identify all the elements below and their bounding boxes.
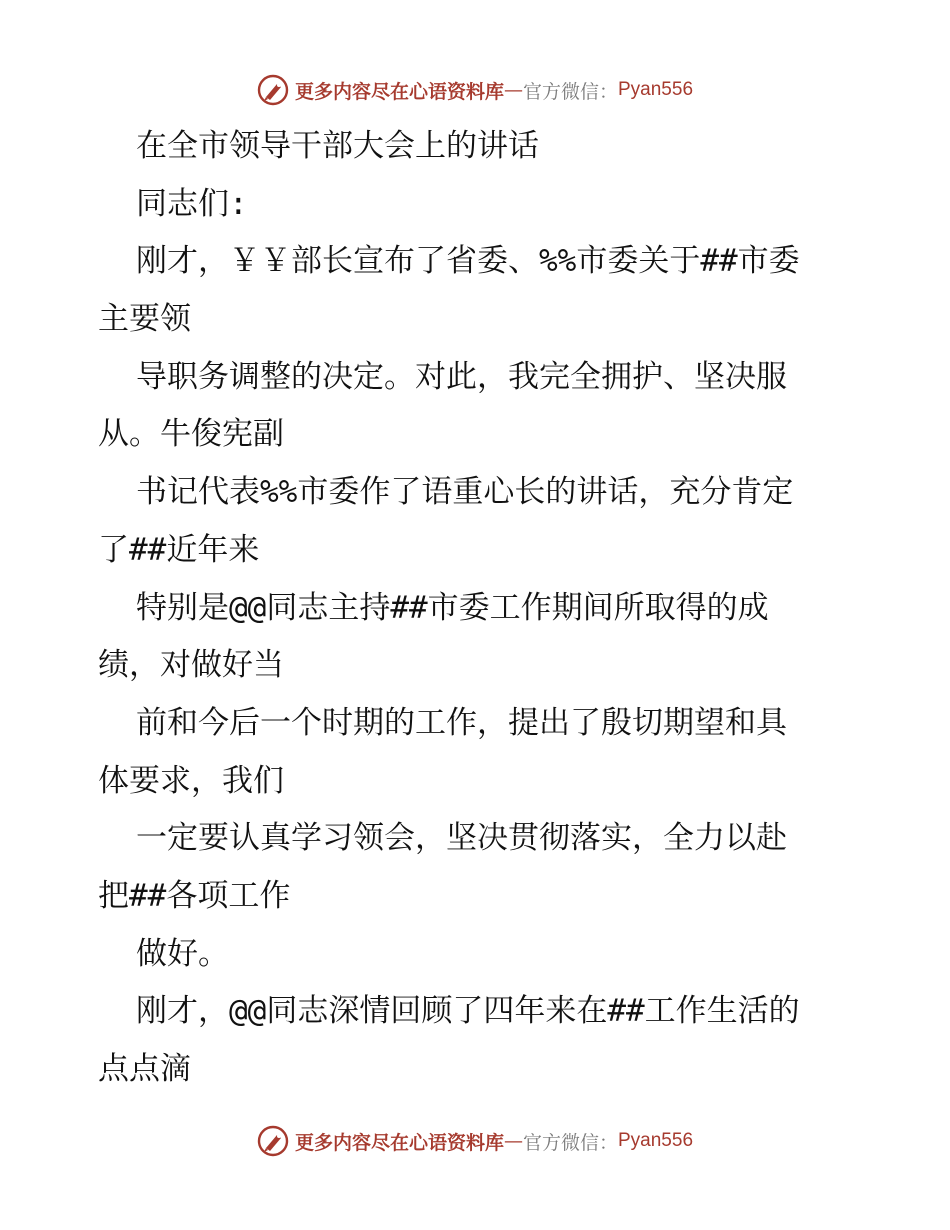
document-line: 导职务调整的决定。对此，我完全拥护、坚决服 bbox=[136, 358, 787, 395]
document-line: 刚才，￥￥部长宣布了省委、%%市委关于##市委 bbox=[136, 243, 800, 280]
header-site-text: 更多内容尽在心语资料库 bbox=[294, 80, 504, 103]
document-line: 前和今后一个时期的工作，提出了殷切期望和具 bbox=[136, 704, 787, 741]
document-line: 同志们: bbox=[136, 185, 248, 222]
document-line: 书记代表%%市委作了语重心长的讲话，充分肯定 bbox=[136, 474, 794, 511]
footer-wechat-id: Pyan556 bbox=[618, 1130, 694, 1151]
document-line: 主要领 bbox=[98, 301, 191, 338]
document-line: 刚才，@@同志深情回顾了四年来在##工作生活的 bbox=[136, 993, 800, 1030]
header-wechat-id: Pyan556 bbox=[618, 79, 694, 100]
document-line: 点点滴 bbox=[98, 1051, 191, 1087]
footer-separator: — bbox=[503, 1130, 523, 1152]
document-line: 体要求，我们 bbox=[98, 762, 284, 799]
header-separator: — bbox=[503, 79, 523, 101]
document-line: 了##近年来 bbox=[98, 531, 260, 568]
header-watermark-banner bbox=[0, 70, 950, 110]
document-line: 特别是@@同志主持##市委工作期间所取得的成 bbox=[136, 589, 769, 626]
footer-official-text: 官方微信： bbox=[522, 1131, 618, 1154]
pen-logo-icon bbox=[257, 74, 289, 106]
document-line: 一定要认真学习领会，坚决贯彻落实，全力以赴 bbox=[136, 820, 787, 857]
footer-watermark-banner bbox=[0, 1121, 950, 1161]
header-official-text: 官方微信： bbox=[522, 80, 618, 103]
pen-logo-icon bbox=[257, 1125, 289, 1157]
document-body bbox=[98, 118, 858, 1099]
document-line: 做好。 bbox=[136, 935, 229, 972]
footer-site-text: 更多内容尽在心语资料库 bbox=[294, 1131, 504, 1154]
document-title: 在全市领导干部大会上的讲话 bbox=[136, 128, 539, 164]
document-line: 从。牛俊宪副 bbox=[98, 416, 284, 453]
document-line: 把##各项工作 bbox=[98, 877, 291, 914]
document-line: 绩，对做好当 bbox=[98, 647, 284, 684]
